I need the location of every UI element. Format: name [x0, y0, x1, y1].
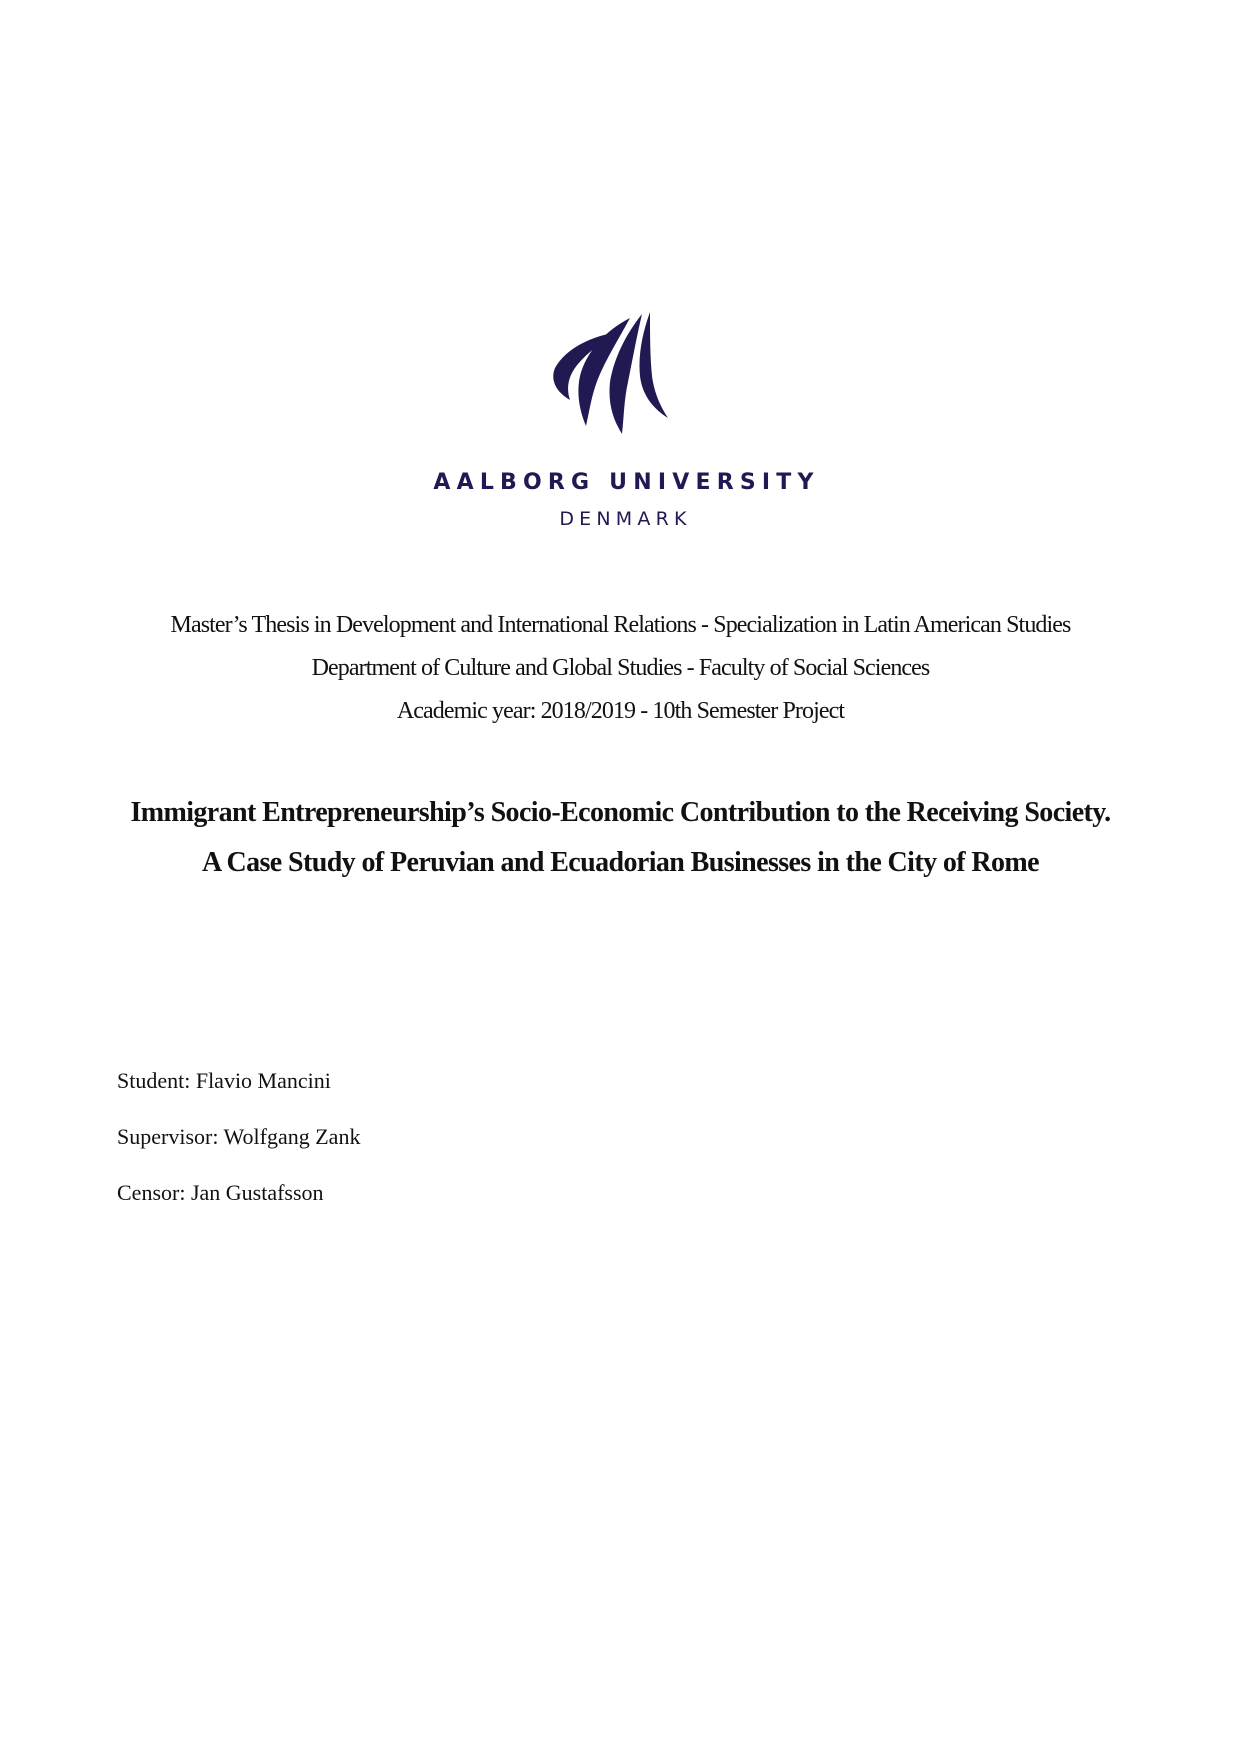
supervisor-name: Supervisor: Wolfgang Zank	[117, 1124, 361, 1149]
censor-name: Censor: Jan Gustafsson	[117, 1180, 324, 1205]
thesis-title: Immigrant Entrepreneurship’s Socio-Economic Contribution to the Receiving Society.	[130, 797, 1111, 828]
university-country-wordmark: DENMARK	[559, 508, 692, 530]
thesis-subtitle: A Case Study of Peruvian and Ecuadorian Businesses in the City of Rome	[202, 847, 1039, 878]
department-line: Department of Culture and Global Studies - Faculty of Social Sciences	[311, 655, 930, 681]
thesis-program-line: Master’s Thesis in Development and International Relations - Specialization in Latin American Studies	[170, 612, 1071, 638]
student-name: Student: Flavio Mancini	[117, 1068, 331, 1093]
academic-year-line: Academic year: 2018/2019 - 10th Semester Project	[396, 698, 845, 724]
university-name-wordmark: AALBORG UNIVERSITY	[433, 470, 820, 495]
aalborg-university-logo-icon	[552, 312, 678, 436]
